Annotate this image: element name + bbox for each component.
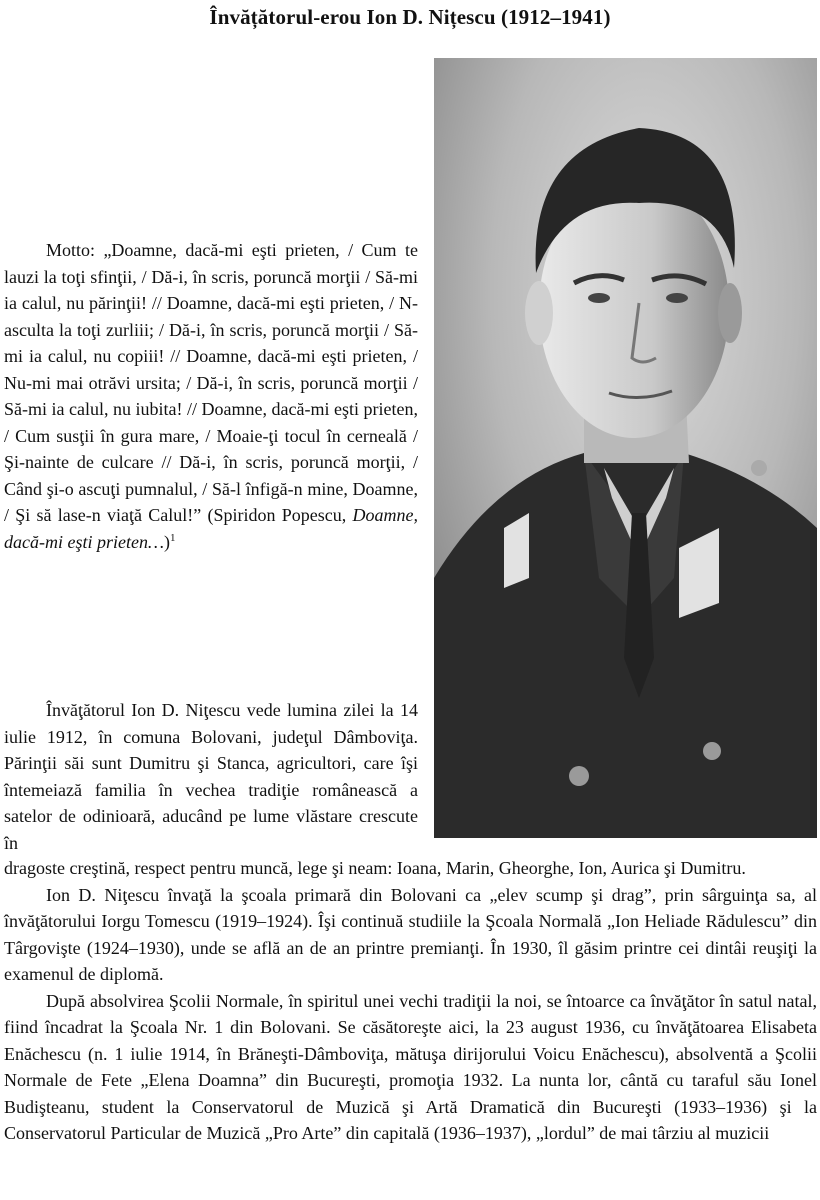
- motto-close: ): [163, 531, 170, 552]
- footnote-marker: 1: [169, 531, 176, 544]
- paragraph-1-start: Învăţătorul Ion D. Niţescu vede lumina zilei la 14 iulie 1912, în comuna Bolovani, judeţul Dâmboviţa. Părinţii săi sunt Dumitru şi Stanca, agricultori, care îşi întemeiază familia în vechea tradiţie românească a satelor de odinioară, aducând pe lume vlăstare crescute în: [4, 700, 418, 853]
- paragraph-3: După absolvirea Şcolii Normale, în spiritul unei vechi tradiţii la noi, se întoarce ca învăţător în satul natal, fiind încadrat la Şcoala Nr. 1 din Bolovani. Se căsătoreşte aici, la 23 august 1936, cu învăţătoarea Elisabeta Enăchescu (n. 1 iulie 1914, în Brăneşti-Dâmboviţa, mătuşa dirijorului Voicu Enăchescu), absolventă a Şcolii Normale de Fete „Elena Doamna” din Bucureşti, promoţia 1932. La nunta lor, cântă cu taraful său Ionel Budişteanu, student la Conservatorul de Muzică şi Artă Dramatică din Bucureşti (1933–1936) şi la Conservatorul Particular de Muzică „Pro Arte” din capitală (1936–1937), „lordul” de mai târziu al muzicii: [4, 990, 817, 1143]
- bio-paragraph-column: [4, 697, 418, 856]
- page-title: Învățătorul-erou Ion D. Nițescu (1912–1941): [209, 5, 611, 29]
- motto-text: Motto: „Doamne, dacă-mi eşti prieten, / Cum te lauzi la toţi sfinţii, / Dă-i, în scris, poruncă morţii / Să-mi ia calul, nu părinţii! // Doamne, dacă-mi eşti prieten, / N-asculta la toţi zurliii; / Dă-i, în scris, poruncă morţii / Să-mi ia calul, nu copiii! // Doamne, dacă-mi eşti prieten, / Nu-mi mai otrăvi ursita; / Dă-i, în scris, poruncă morţii / Să-mi ia calul, nu iubita! // Doamne, dacă-mi eşti prieten, / Cum susţii în gura mare, / Moaie-ţi tocul în cerneală / Şi-nainte de culcare // Dă-i, în scris, poruncă morţii, / Când şi-o ascuţi pumnalul, / Să-l înfigă-n mine, Doamne, / Şi să lase-n viaţă Calul!” (Spiridon Popescu,: [4, 240, 418, 525]
- motto-paragraph: [4, 237, 418, 555]
- motto-source-title: Doamne, dacă-mi eşti prieten…: [4, 505, 418, 552]
- bio-full-width: [4, 855, 817, 1147]
- portrait-photo: [434, 58, 817, 838]
- paragraph-2: Ion D. Niţescu învaţă la şcoala primară din Bolovani ca „elev scump şi drag”, prin sârguinţa sa, al învăţătorului Iorgu Tomescu (1919–1924). Îşi continuă studiile la Şcoala Normală „Ion Heliade Rădulescu” din Târgovişte (1924–1930), unde se află an de an printre premianţi. În 1930, îl găsim printre cei dintâi reuşiţi la examenul de diplomă.: [4, 884, 817, 984]
- paragraph-1-continued: dragoste creştină, respect pentru muncă, lege şi neam: Ioana, Marin, Gheorghe, Ion, Aurica şi Dumitru.: [4, 858, 746, 878]
